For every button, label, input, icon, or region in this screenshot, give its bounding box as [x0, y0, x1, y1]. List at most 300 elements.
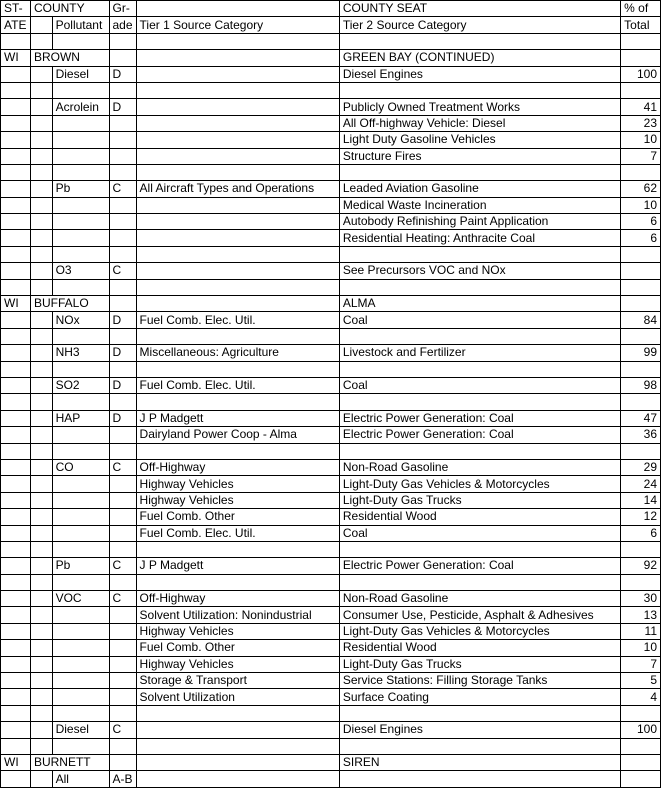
pollutant-cell: [52, 230, 109, 246]
table-row: [1, 33, 661, 49]
pollutant-cell: [52, 476, 109, 492]
pollutant-cell: [52, 394, 109, 410]
grade-cell: [109, 132, 136, 148]
tier1-cell: Dairyland Power Coop - Alma: [136, 427, 339, 443]
tier1-cell: [136, 197, 339, 213]
tier1-cell: [136, 263, 339, 279]
header-percent-2: Total: [621, 17, 661, 33]
county-cell: [30, 640, 52, 656]
percent-cell: 23: [621, 115, 661, 131]
county-cell: [30, 541, 52, 557]
table-row: [1, 558, 661, 574]
grade-cell: [109, 230, 136, 246]
county-cell: [30, 214, 52, 230]
tier2-cell: [339, 394, 620, 410]
county-cell: [30, 656, 52, 672]
percent-cell: [621, 394, 661, 410]
state-cell: [1, 705, 31, 721]
table-row: [1, 296, 661, 312]
tier2-cell: [339, 246, 620, 262]
tier2-cell: [339, 771, 620, 787]
state-cell: [1, 312, 31, 328]
pollutant-cell: HAP: [52, 410, 109, 426]
state-cell: [1, 476, 31, 492]
tier2-cell: [339, 279, 620, 295]
tier1-cell: [136, 394, 339, 410]
table-row: [1, 623, 661, 639]
tier2-cell: Non-Road Gasoline: [339, 591, 620, 607]
grade-cell: [109, 148, 136, 164]
state-cell: WI: [1, 754, 31, 770]
table-row: [1, 492, 661, 508]
county-cell: [30, 197, 52, 213]
percent-cell: 100: [621, 722, 661, 738]
percent-cell: [621, 296, 661, 312]
county-cell: [30, 410, 52, 426]
tier1-cell: Storage & Transport: [136, 673, 339, 689]
pollutant-cell: NOx: [52, 312, 109, 328]
tier1-cell: Highway Vehicles: [136, 476, 339, 492]
pollutant-cell: [52, 738, 109, 754]
pollutant-cell: [52, 509, 109, 525]
state-cell: [1, 148, 31, 164]
pollutant-cell: [52, 574, 109, 590]
tier1-cell: [136, 328, 339, 344]
tier2-cell: ALMA: [339, 296, 620, 312]
state-cell: [1, 197, 31, 213]
tier1-cell: [136, 738, 339, 754]
grade-cell: D: [109, 66, 136, 82]
grade-cell: [109, 361, 136, 377]
state-cell: [1, 459, 31, 475]
header-county-seat: COUNTY SEAT: [339, 1, 620, 17]
tier1-cell: Highway Vehicles: [136, 656, 339, 672]
tier1-cell: Fuel Comb. Elec. Util.: [136, 312, 339, 328]
state-cell: [1, 541, 31, 557]
state-cell: [1, 623, 31, 639]
pollutant-cell: Pb: [52, 181, 109, 197]
grade-cell: C: [109, 459, 136, 475]
tier1-cell: [136, 541, 339, 557]
grade-cell: [109, 525, 136, 541]
state-cell: [1, 230, 31, 246]
tier2-cell: Livestock and Fertilizer: [339, 345, 620, 361]
table-row: [1, 164, 661, 180]
tier1-cell: [136, 246, 339, 262]
header-grade-2: ade: [109, 17, 136, 33]
pollutant-cell: [52, 427, 109, 443]
grade-cell: C: [109, 181, 136, 197]
percent-cell: 12: [621, 509, 661, 525]
tier2-cell: Residential Wood: [339, 640, 620, 656]
percent-cell: [621, 361, 661, 377]
pollutant-cell: [52, 115, 109, 131]
state-cell: [1, 771, 31, 787]
tier2-cell: Non-Road Gasoline: [339, 459, 620, 475]
grade-cell: [109, 673, 136, 689]
pollutant-cell: Pb: [52, 558, 109, 574]
county-cell: [30, 361, 52, 377]
tier2-cell: Publicly Owned Treatment Works: [339, 99, 620, 115]
tier2-cell: Service Stations: Filling Storage Tanks: [339, 673, 620, 689]
grade-cell: [109, 197, 136, 213]
tier1-cell: Fuel Comb. Other: [136, 640, 339, 656]
header-row-2: [1, 17, 661, 33]
percent-cell: 10: [621, 132, 661, 148]
header-state-2: ATE: [1, 17, 31, 33]
state-cell: [1, 279, 31, 295]
pollutant-cell: O3: [52, 263, 109, 279]
tier1-cell: Off-Highway: [136, 459, 339, 475]
percent-cell: 30: [621, 591, 661, 607]
state-cell: [1, 263, 31, 279]
tier2-cell: Electric Power Generation: Coal: [339, 427, 620, 443]
grade-cell: A-B: [109, 771, 136, 787]
tier2-cell: Coal: [339, 377, 620, 393]
tier1-cell: All Aircraft Types and Operations: [136, 181, 339, 197]
county-cell: [30, 345, 52, 361]
table-row: [1, 673, 661, 689]
state-cell: [1, 33, 31, 49]
table-row: [1, 591, 661, 607]
grade-cell: [109, 214, 136, 230]
tier1-cell: [136, 296, 339, 312]
percent-cell: 6: [621, 230, 661, 246]
pollutant-cell: [52, 197, 109, 213]
tier2-cell: Consumer Use, Pesticide, Asphalt & Adhesives: [339, 607, 620, 623]
percent-cell: [621, 50, 661, 66]
tier1-cell: [136, 443, 339, 459]
grade-cell: [109, 164, 136, 180]
header-state-1: ST-: [1, 1, 31, 17]
grade-cell: [109, 115, 136, 131]
tier1-cell: [136, 279, 339, 295]
county-cell: BROWN: [30, 50, 109, 66]
table-row: [1, 148, 661, 164]
pollutant-cell: [52, 492, 109, 508]
state-cell: [1, 115, 31, 131]
state-cell: [1, 361, 31, 377]
table-row: [1, 181, 661, 197]
tier1-cell: Solvent Utilization: Nonindustrial: [136, 607, 339, 623]
county-cell: [30, 82, 52, 98]
state-cell: [1, 689, 31, 705]
table-row: [1, 738, 661, 754]
state-cell: [1, 443, 31, 459]
state-cell: [1, 214, 31, 230]
pollutant-cell: [52, 132, 109, 148]
county-cell: [30, 443, 52, 459]
percent-cell: 10: [621, 640, 661, 656]
tier2-cell: Electric Power Generation: Coal: [339, 558, 620, 574]
table-row: [1, 361, 661, 377]
grade-cell: C: [109, 722, 136, 738]
tier1-cell: [136, 33, 339, 49]
grade-cell: [109, 541, 136, 557]
percent-cell: [621, 246, 661, 262]
tier1-cell: [136, 754, 339, 770]
table-row: [1, 476, 661, 492]
tier2-cell: Structure Fires: [339, 148, 620, 164]
percent-cell: [621, 574, 661, 590]
table-row: [1, 640, 661, 656]
tier1-cell: Solvent Utilization: [136, 689, 339, 705]
county-cell: [30, 148, 52, 164]
table-row: [1, 705, 661, 721]
tier2-cell: [339, 164, 620, 180]
tier1-cell: [136, 722, 339, 738]
table-row: [1, 99, 661, 115]
grade-cell: [109, 394, 136, 410]
percent-cell: 100: [621, 66, 661, 82]
state-cell: [1, 410, 31, 426]
grade-cell: D: [109, 99, 136, 115]
pollutant-cell: [52, 656, 109, 672]
grade-cell: D: [109, 377, 136, 393]
pollutant-cell: VOC: [52, 591, 109, 607]
percent-cell: [621, 82, 661, 98]
tier1-cell: Highway Vehicles: [136, 492, 339, 508]
grade-cell: [109, 33, 136, 49]
table-row: [1, 230, 661, 246]
pollutant-cell: All: [52, 771, 109, 787]
percent-cell: [621, 279, 661, 295]
tier2-cell: Light-Duty Gas Vehicles & Motorcycles: [339, 476, 620, 492]
pollutant-cell: SO2: [52, 377, 109, 393]
county-cell: [30, 476, 52, 492]
county-cell: [30, 115, 52, 131]
grade-cell: [109, 492, 136, 508]
state-cell: [1, 66, 31, 82]
tier2-cell: [339, 705, 620, 721]
tier2-cell: Leaded Aviation Gasoline: [339, 181, 620, 197]
tier2-cell: GREEN BAY (CONTINUED): [339, 50, 620, 66]
tier1-cell: [136, 230, 339, 246]
state-cell: [1, 328, 31, 344]
pollutant-cell: [52, 148, 109, 164]
table-row: [1, 279, 661, 295]
pollutant-cell: [52, 361, 109, 377]
table-row: [1, 214, 661, 230]
state-cell: [1, 246, 31, 262]
tier2-cell: Light Duty Gasoline Vehicles: [339, 132, 620, 148]
percent-cell: 92: [621, 558, 661, 574]
state-cell: [1, 509, 31, 525]
table-row: [1, 722, 661, 738]
tier1-cell: [136, 164, 339, 180]
tier2-cell: [339, 328, 620, 344]
percent-cell: 10: [621, 197, 661, 213]
pollutant-cell: [52, 33, 109, 49]
tier1-cell: [136, 148, 339, 164]
grade-cell: [109, 246, 136, 262]
table-row: [1, 607, 661, 623]
tier1-cell: [136, 574, 339, 590]
tier1-cell: [136, 66, 339, 82]
county-cell: [30, 230, 52, 246]
grade-cell: C: [109, 558, 136, 574]
table-row: [1, 50, 661, 66]
state-cell: [1, 640, 31, 656]
county-cell: BURNETT: [30, 754, 109, 770]
tier2-cell: Diesel Engines: [339, 66, 620, 82]
tier1-cell: [136, 82, 339, 98]
county-cell: [30, 328, 52, 344]
percent-cell: 62: [621, 181, 661, 197]
grade-cell: [109, 623, 136, 639]
tier1-cell: [136, 50, 339, 66]
state-cell: [1, 558, 31, 574]
state-cell: [1, 738, 31, 754]
percent-cell: [621, 328, 661, 344]
state-cell: [1, 656, 31, 672]
tier2-cell: Coal: [339, 312, 620, 328]
grade-cell: [109, 50, 136, 66]
grade-cell: [109, 689, 136, 705]
state-cell: WI: [1, 50, 31, 66]
table-row: [1, 427, 661, 443]
table-row: [1, 656, 661, 672]
state-cell: [1, 132, 31, 148]
table-row: [1, 394, 661, 410]
percent-cell: 7: [621, 656, 661, 672]
table-row: [1, 771, 661, 787]
grade-cell: [109, 476, 136, 492]
header-tier2: Tier 2 Source Category: [339, 17, 620, 33]
tier2-cell: See Precursors VOC and NOx: [339, 263, 620, 279]
county-cell: [30, 99, 52, 115]
grade-cell: [109, 296, 136, 312]
header-county-spacer: [30, 17, 52, 33]
tier1-cell: J P Madgett: [136, 410, 339, 426]
county-cell: [30, 771, 52, 787]
state-cell: [1, 607, 31, 623]
pollutant-cell: Acrolein: [52, 99, 109, 115]
percent-cell: 99: [621, 345, 661, 361]
table-row: [1, 115, 661, 131]
percent-cell: 41: [621, 99, 661, 115]
percent-cell: [621, 443, 661, 459]
header-tier1: Tier 1 Source Category: [136, 17, 339, 33]
tier2-cell: Autobody Refinishing Paint Application: [339, 214, 620, 230]
tier2-cell: Light-Duty Gas Trucks: [339, 492, 620, 508]
grade-cell: [109, 328, 136, 344]
table-row: [1, 246, 661, 262]
pollutant-cell: [52, 443, 109, 459]
percent-cell: [621, 541, 661, 557]
grade-cell: [109, 705, 136, 721]
percent-cell: [621, 754, 661, 770]
header-tier1-blank: [136, 1, 339, 17]
percent-cell: [621, 738, 661, 754]
pollutant-cell: CO: [52, 459, 109, 475]
percent-cell: 98: [621, 377, 661, 393]
tier1-cell: [136, 705, 339, 721]
header-grade-1: Gr-: [109, 1, 136, 17]
state-cell: [1, 591, 31, 607]
grade-cell: [109, 656, 136, 672]
percent-cell: 6: [621, 525, 661, 541]
table-row: [1, 754, 661, 770]
grade-cell: [109, 738, 136, 754]
state-cell: [1, 394, 31, 410]
tier2-cell: Residential Wood: [339, 509, 620, 525]
grade-cell: [109, 754, 136, 770]
table-row: [1, 263, 661, 279]
grade-cell: D: [109, 410, 136, 426]
percent-cell: 36: [621, 427, 661, 443]
grade-cell: [109, 574, 136, 590]
table-row: [1, 345, 661, 361]
tier1-cell: Fuel Comb. Elec. Util.: [136, 377, 339, 393]
tier2-cell: Residential Heating: Anthracite Coal: [339, 230, 620, 246]
state-cell: [1, 82, 31, 98]
county-cell: [30, 574, 52, 590]
county-cell: [30, 607, 52, 623]
state-cell: [1, 427, 31, 443]
county-cell: [30, 33, 52, 49]
percent-cell: 11: [621, 623, 661, 639]
tier2-cell: [339, 574, 620, 590]
pollutant-cell: [52, 525, 109, 541]
pollutant-cell: [52, 541, 109, 557]
county-cell: [30, 66, 52, 82]
grade-cell: [109, 427, 136, 443]
county-cell: [30, 492, 52, 508]
percent-cell: 29: [621, 459, 661, 475]
state-cell: [1, 673, 31, 689]
header-county: COUNTY: [30, 1, 109, 17]
tier2-cell: All Off-highway Vehicle: Diesel: [339, 115, 620, 131]
table-row: [1, 328, 661, 344]
county-cell: [30, 673, 52, 689]
tier2-cell: Medical Waste Incineration: [339, 197, 620, 213]
table-row: [1, 509, 661, 525]
county-cell: [30, 705, 52, 721]
tier2-cell: [339, 541, 620, 557]
state-cell: [1, 492, 31, 508]
tier1-cell: Highway Vehicles: [136, 623, 339, 639]
county-cell: [30, 689, 52, 705]
grade-cell: C: [109, 591, 136, 607]
grade-cell: [109, 82, 136, 98]
percent-cell: 5: [621, 673, 661, 689]
table-row: [1, 197, 661, 213]
pollutant-cell: Diesel: [52, 66, 109, 82]
pollutant-cell: [52, 279, 109, 295]
pollutant-cell: [52, 689, 109, 705]
state-cell: [1, 164, 31, 180]
tier1-cell: Miscellaneous: Agriculture: [136, 345, 339, 361]
grade-cell: [109, 640, 136, 656]
percent-cell: 7: [621, 148, 661, 164]
header-percent-1: % of: [621, 1, 661, 17]
percent-cell: 13: [621, 607, 661, 623]
table-row: [1, 410, 661, 426]
pollutant-cell: [52, 328, 109, 344]
state-cell: WI: [1, 296, 31, 312]
grade-cell: [109, 607, 136, 623]
table-row: [1, 459, 661, 475]
percent-cell: [621, 164, 661, 180]
tier1-cell: [136, 214, 339, 230]
tier2-cell: [339, 361, 620, 377]
tier2-cell: Electric Power Generation: Coal: [339, 410, 620, 426]
state-cell: [1, 574, 31, 590]
percent-cell: [621, 705, 661, 721]
state-cell: [1, 377, 31, 393]
county-cell: [30, 312, 52, 328]
